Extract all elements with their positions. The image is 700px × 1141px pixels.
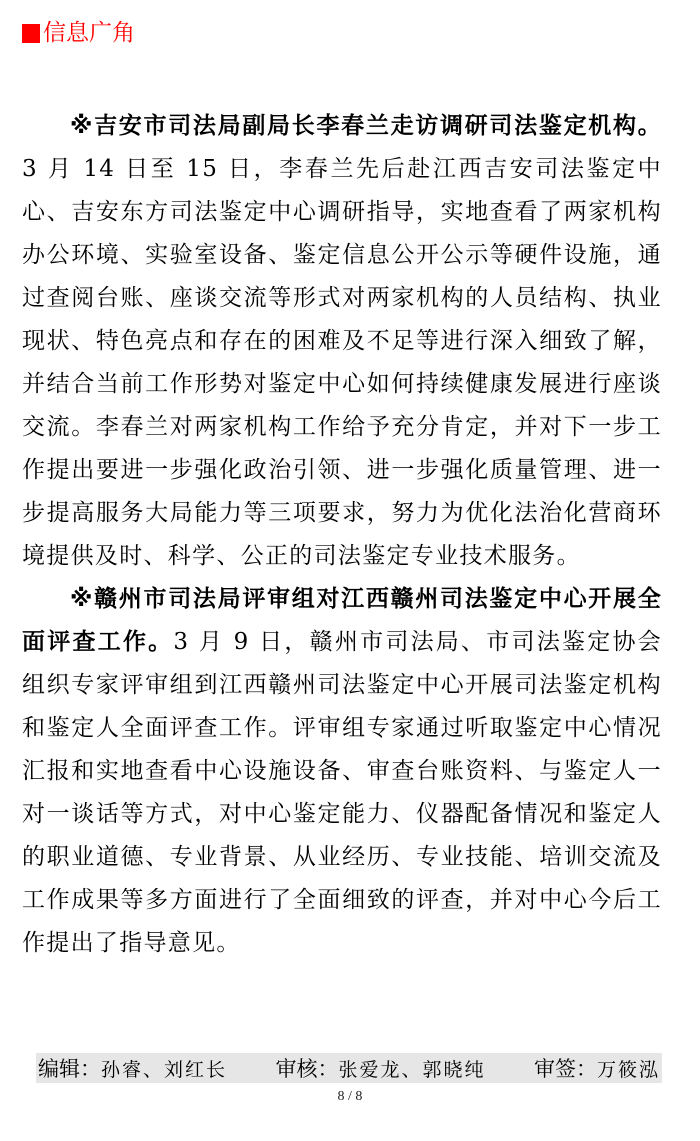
article-paragraph	[22, 578, 662, 965]
document-body	[22, 105, 662, 965]
editor-label: 编辑：	[38, 1057, 101, 1081]
editor-credit	[38, 1053, 227, 1083]
reviewer-names: 张爱龙、郭晓纯	[338, 1058, 486, 1081]
article-text: 3 月 9 日，赣州市司法局、市司法鉴定协会组织专家评审组到江西赣州司法鉴定中心开展司法鉴定机构和鉴定人全面评查工作。评审组专家通过听取鉴定中心情况汇报和实地查看中心设施设备、审查台账资料、与鉴定人一对一谈话等方式，对中心鉴定能力、仪器配备情况和鉴定人的职业道德、专业背景、从业经历、专业技能、培训交流及工作成果等多方面进行了全面细致的评查，并对中心今后工作提出了指导意见。	[22, 629, 662, 956]
reviewer-credit	[275, 1053, 485, 1083]
reviewer-label: 审核：	[275, 1057, 339, 1081]
article-paragraph	[22, 105, 662, 578]
red-square-marker-icon	[22, 24, 40, 43]
section-title: 信息广角	[43, 20, 135, 46]
editor-names: 孙睿、刘红长	[101, 1058, 228, 1081]
section-header	[22, 18, 135, 48]
approver-label: 审签：	[533, 1057, 597, 1081]
approver-credit	[534, 1053, 660, 1083]
article-text: 3 月 14 日至 15 日，李春兰先后赴江西吉安司法鉴定中心、吉安东方司法鉴定中心调研指导，实地查看了两家机构办公环境、实验室设备、鉴定信息公开公示等硬件设施，通过查阅台账、座谈交流等形式对两家机构的人员结构、执业现状、特色亮点和存在的困难及不足等进行深入细致了解，并结合当前工作形势对鉴定中心如何持续健康发展进行座谈交流。李春兰对两家机构工作给予充分肯定，并对下一步工作提出要进一步强化政治引领、进一步强化质量管理、进一步提高服务大局能力等三项要求，努力为优化法治化营商环境提供及时、科学、公正的司法鉴定专业技术服务。	[22, 156, 662, 569]
credits-footer	[36, 1053, 662, 1083]
article-headline: ※吉安市司法局副局长李春兰走访调研司法鉴定机构。	[70, 113, 662, 139]
page-number: 8 / 8	[337, 1089, 363, 1104]
approver-names: 万筱泓	[596, 1058, 660, 1081]
article-headline: ※赣州市司法局评审组对江西赣州司法鉴定中心开展全面评查工作。	[22, 586, 662, 655]
